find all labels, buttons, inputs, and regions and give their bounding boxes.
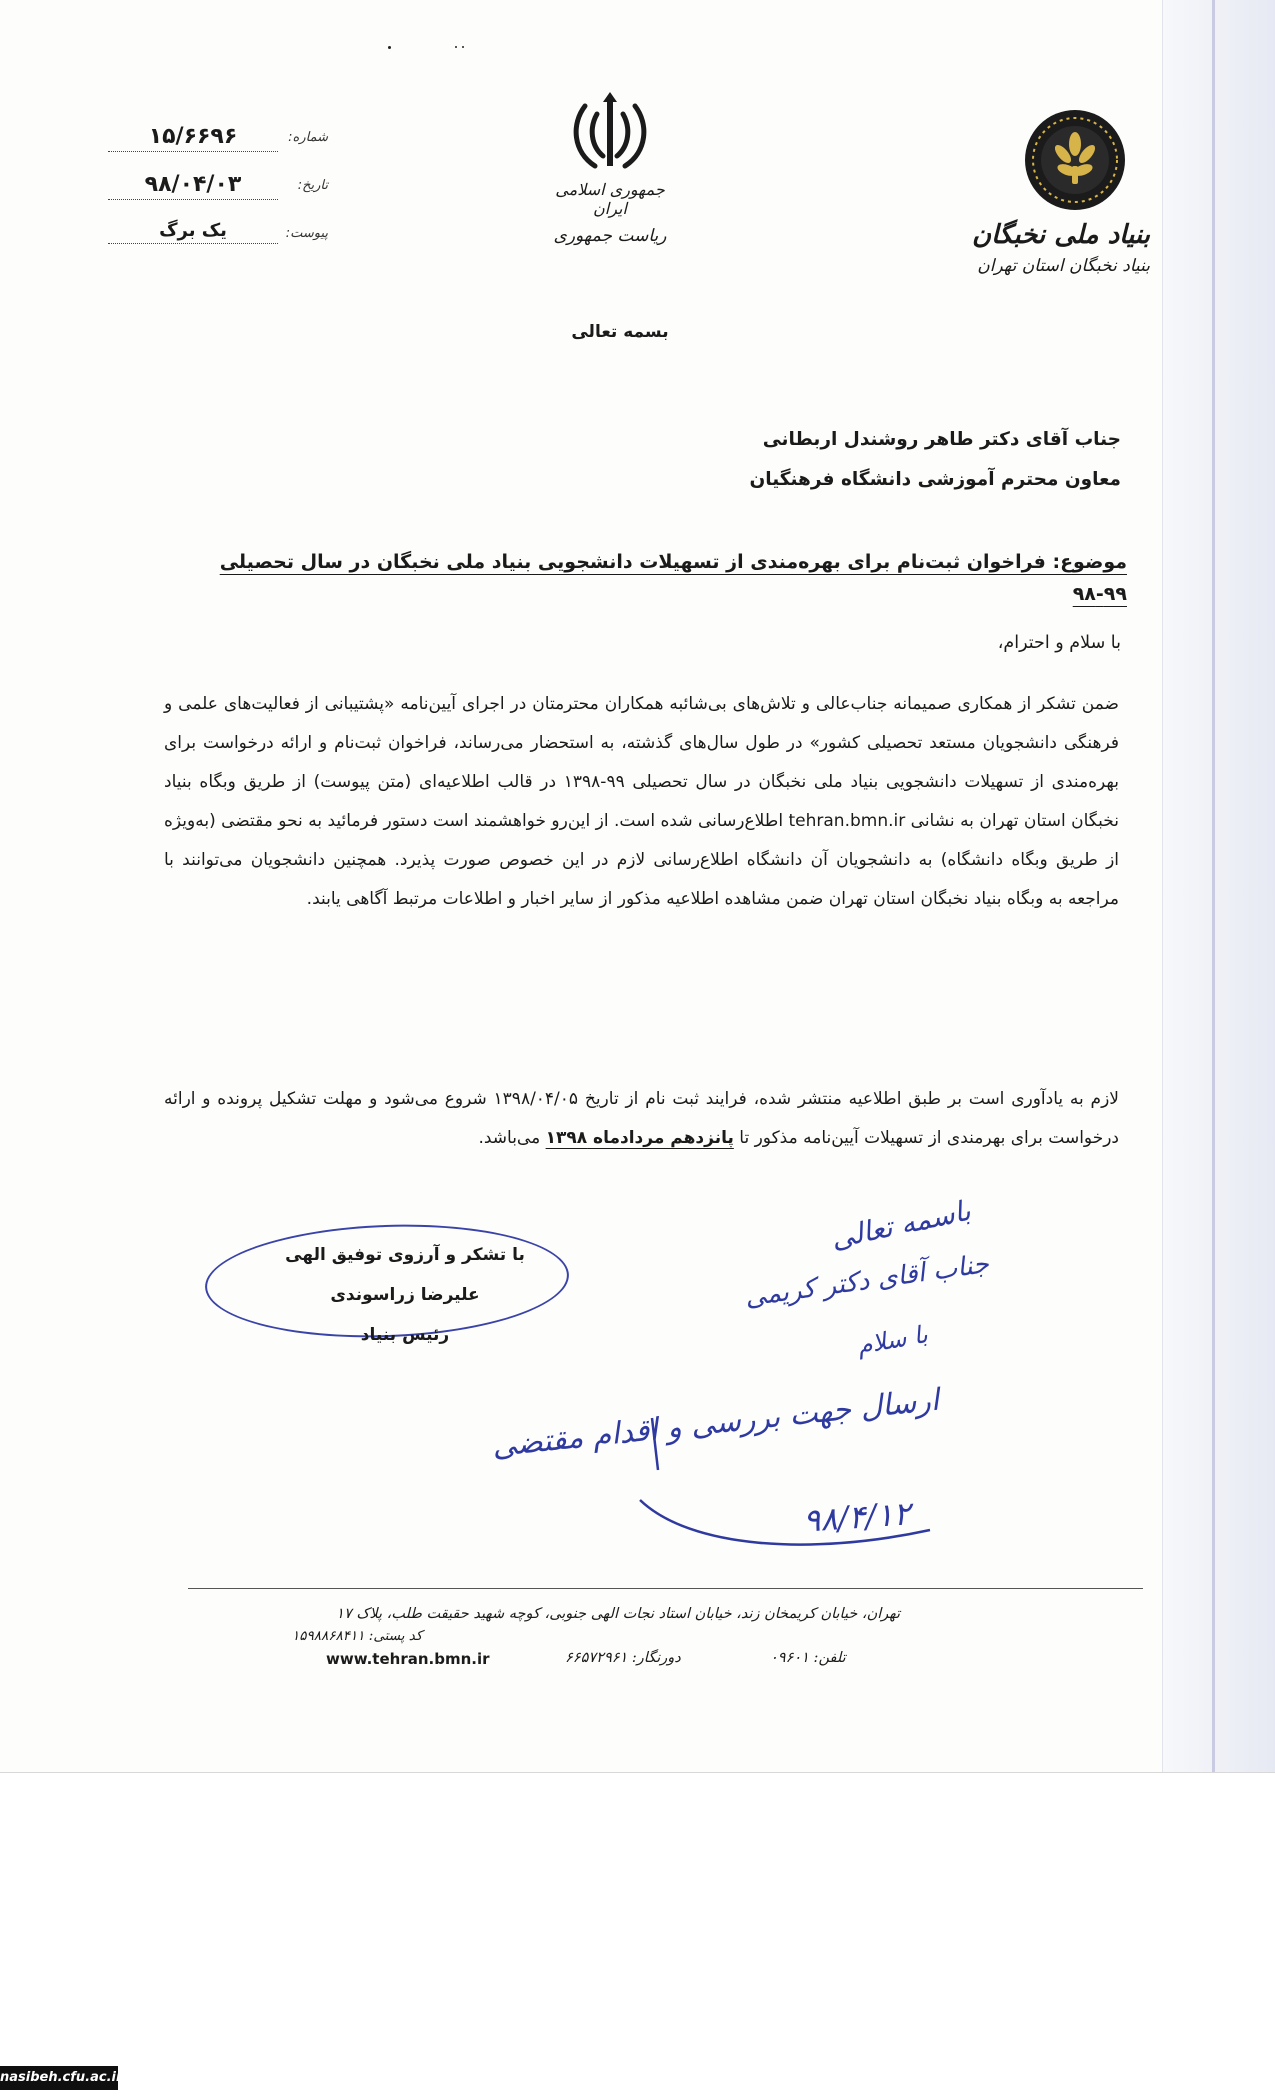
letter-attachment-row xyxy=(88,216,328,264)
letter-paragraph-1: ضمن تشکر از همکاری صمیمانه جناب‌عالی و تلاش‌های بی‌شائبه همکاران محترمتان در اجرای آیین‌نامه «پشتیبانی از فعالیت‌های علمی و فرهنگی دانشجویان مستعد تحصیلی کشور» در طول سال‌های گذشته، به استحضار می‌رساند، فراخوان ثبت‌نام و ارائه درخواست برای بهره‌مندی از تسهیلات دانشجویی بنیاد ملی نخبگان در سال تحصیلی ۹۹-۱۳۹۸ در قالب اطلاعیه‌ای (متن پیوست) از طریق وبگاه بنیاد نخبگان استان تهران به نشانی tehran.bmn.ir اطلاع‌رسانی شده است. از این‌رو خواهشمند است دستور فرمائید به نحو مقتضی (به‌ویژه از طریق وبگاه دانشگاه) به دانشجویان آن دانشگاه اطلاع‌رسانی لازم در این خصوص صورت پذیرد. همچنین دانشجویان می‌توانند با مراجعه به وبگاه بنیاد نخبگان استان تهران ضمن مشاهده اطلاعیه مذکور از سایر اخبار و اطلاعات مرتبط آگاهی یابند. xyxy=(164,694,1120,909)
footer-postal-code: کد پستی: ۱۵۹۸۸۶۸۴۱۱ xyxy=(292,1628,423,1644)
handwritten-line-1: باسمه تعالی xyxy=(828,1193,974,1256)
letter-date-value: ۹۸/۰۴/۰۳ xyxy=(108,172,278,200)
letter-number-row xyxy=(88,120,328,168)
letter-number-label: شماره: xyxy=(288,130,328,145)
paragraph-2-text-end: می‌باشد. xyxy=(478,1128,546,1148)
handwritten-line-2: جناب آقای دکتر کریمی xyxy=(743,1249,991,1313)
recipient-block xyxy=(421,420,1121,500)
letter-date-row xyxy=(88,168,328,216)
elite-foundation-logo-icon xyxy=(1023,108,1127,212)
handwritten-line-3: با سلام xyxy=(855,1320,930,1360)
letter-attachment-label: پیوست: xyxy=(285,226,328,241)
foundation-name: بنیاد ملی نخبگان xyxy=(972,220,1150,250)
handwritten-note xyxy=(490,1193,1010,1568)
scan-speck xyxy=(462,46,464,48)
footer-address: تهران، خیابان کریمخان زند، خیابان استاد نجات الهی جنوبی، کوچه شهید حقیقت طلب، پلاک ۱۷ xyxy=(336,1606,900,1622)
letter-attachment-value: یک برگ xyxy=(108,220,278,244)
page-edge-line xyxy=(1212,0,1215,1772)
letter-number-value: ۱۵/۶۶۹۶ xyxy=(108,124,278,152)
letter-paragraph-2 xyxy=(164,1080,1119,1158)
signature-closing: با تشکر و آرزوی توفیق الهی xyxy=(285,1245,525,1265)
signatory-name: علیرضا زراسوندی xyxy=(330,1285,480,1305)
letter-greeting: با سلام و احترام، xyxy=(997,633,1121,653)
handwritten-line-4: ارسال جهت بررسی و اقدام مقتضی xyxy=(490,1382,941,1465)
watermark-badge: nasibeh.cfu.ac.ir xyxy=(0,2066,118,2090)
letter-date-label: تاریخ: xyxy=(297,178,328,193)
footer-fax: دورنگار: ۶۶۵۷۲۹۶۱ xyxy=(565,1650,681,1666)
footer-phone: تلفن: ۰۹۶۰۱ xyxy=(770,1650,846,1666)
emblem-caption-country: جمهوری اسلامی ایران xyxy=(555,180,665,218)
foundation-logo xyxy=(972,108,1150,276)
foundation-branch: بنیاد نخبگان استان تهران xyxy=(977,256,1150,276)
basmala-heading: بسمه تعالی xyxy=(571,322,669,342)
recipient-position: معاون محترم آموزشی دانشگاه فرهنگیان xyxy=(749,469,1121,490)
footer-website: www.tehran.bmn.ir xyxy=(326,1650,490,1668)
scan-speck xyxy=(455,46,457,48)
handwritten-line-5: ۹۸/۴/۱۲ xyxy=(801,1494,912,1540)
paragraph-2-text-start: لازم به یادآوری است بر طبق اطلاعیه منتشر شده، فرایند ثبت نام از تاریخ ۱۳۹۸/۰۴/۰۵ شروع می‌شود و مهلت تشکیل پرونده و ارائه درخواست برای بهرمندی از تسهیلات آیین‌نامه مذکور تا xyxy=(164,1089,1119,1148)
registration-deadline: پانزدهم مردادماه ۱۳۹۸ xyxy=(545,1128,734,1148)
national-emblem xyxy=(540,90,680,246)
recipient-name: جناب آقای دکتر طاهر روشندل اربطانی xyxy=(762,429,1121,450)
pen-stroke-icon xyxy=(510,1208,1010,1568)
signatory-title: رئیس بنیاد xyxy=(360,1325,450,1345)
letter-meta xyxy=(88,120,328,264)
scan-speck xyxy=(388,46,391,49)
page-edge-strip xyxy=(1162,0,1275,1772)
emblem-caption-presidency: ریاست جمهوری xyxy=(553,226,667,246)
iran-emblem-icon xyxy=(567,90,653,174)
footer-divider xyxy=(188,1588,1143,1589)
letter-subject: موضوع: فراخوان ثبت‌نام برای بهره‌مندی از تسهیلات دانشجویی بنیاد ملی نخبگان در سال تحصیلی ۹۹-۹۸ xyxy=(219,551,1127,605)
